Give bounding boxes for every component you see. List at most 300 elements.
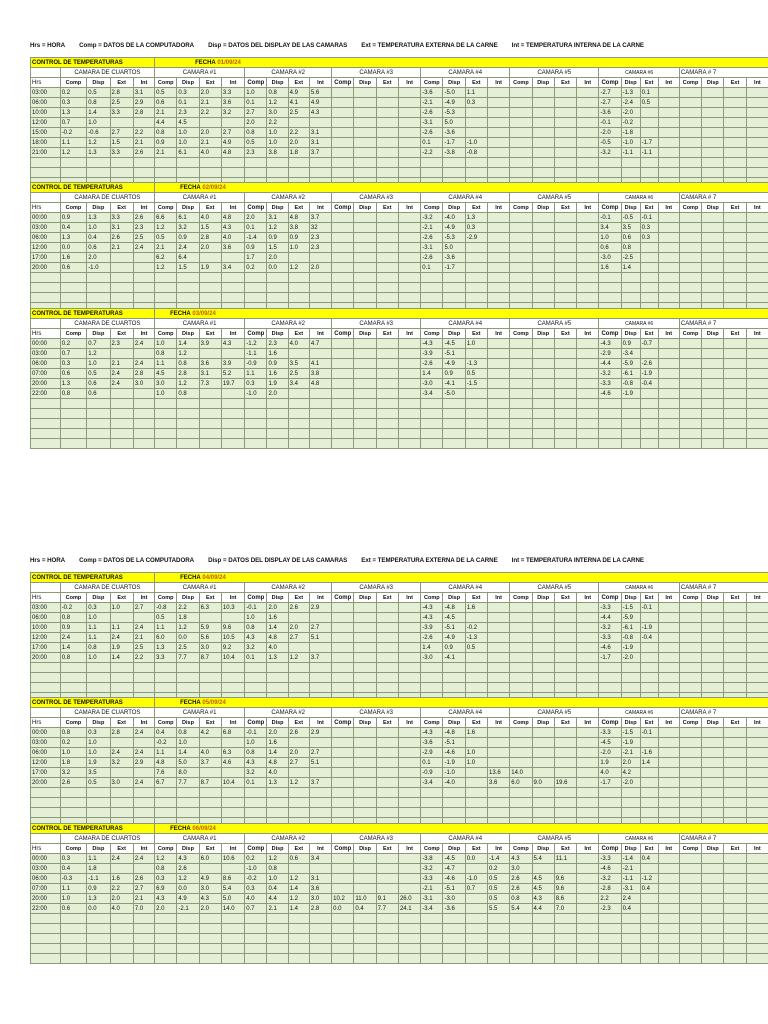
value-cell	[640, 349, 658, 359]
value-cell	[679, 283, 701, 293]
value-cell	[724, 603, 746, 613]
subheader-comp: Comp	[510, 593, 532, 603]
value-cell	[746, 653, 768, 663]
value-cell	[658, 283, 679, 293]
value-cell: 1.8	[177, 613, 199, 623]
value-cell	[110, 683, 133, 693]
value-cell: 2.4	[133, 778, 154, 788]
value-cell: 2.4	[110, 633, 133, 643]
value-cell: 1.3	[87, 148, 110, 158]
value-cell	[332, 934, 354, 944]
value-cell	[398, 253, 420, 263]
value-cell	[199, 253, 221, 263]
value-cell: 0.5	[155, 233, 177, 243]
value-cell	[488, 728, 510, 738]
table-row	[31, 874, 768, 884]
subheader-int: Int	[133, 718, 154, 728]
legend-disp: Disp = DATOS DEL DISPLAY DE LAS CAMARAS	[208, 557, 348, 564]
value-cell: 2.7	[288, 633, 309, 643]
value-cell: -3.4	[421, 389, 443, 399]
value-cell	[746, 369, 768, 379]
value-cell	[221, 409, 244, 419]
value-cell	[702, 914, 724, 924]
legend-hrs: Hrs = HORA	[30, 42, 66, 49]
value-cell	[510, 788, 532, 798]
value-cell	[332, 168, 354, 178]
value-cell	[702, 283, 724, 293]
value-cell	[199, 788, 221, 798]
value-cell	[155, 293, 177, 303]
value-cell: 2.6	[510, 884, 532, 894]
subheader-comp: Comp	[60, 78, 87, 88]
subheader-comp: Comp	[155, 203, 177, 213]
value-cell	[199, 439, 221, 449]
value-cell	[640, 158, 658, 168]
value-cell	[267, 409, 288, 419]
value-cell	[510, 243, 532, 253]
value-cell	[724, 223, 746, 233]
subheader-comp: Comp	[510, 329, 532, 339]
value-cell	[746, 273, 768, 283]
value-cell	[510, 603, 532, 613]
value-cell	[110, 788, 133, 798]
value-cell: 0.3	[87, 603, 110, 613]
value-cell	[465, 108, 487, 118]
value-cell	[577, 379, 599, 389]
value-cell	[110, 768, 133, 778]
table-title: CONTROL DE TEMPERATURAS	[31, 309, 155, 319]
value-cell	[354, 369, 376, 379]
value-cell	[443, 293, 465, 303]
camera-name: CAMARA #1	[155, 193, 245, 203]
value-cell	[376, 233, 398, 243]
value-cell	[376, 158, 398, 168]
value-cell: 1.0	[87, 118, 110, 128]
value-cell	[332, 788, 354, 798]
empty-row	[31, 924, 768, 934]
camera-name: CAMARA #2	[245, 834, 332, 844]
value-cell	[309, 788, 331, 798]
subheader-comp: Comp	[421, 203, 443, 213]
value-cell	[510, 158, 532, 168]
subheader-int: Int	[746, 593, 768, 603]
value-cell	[133, 409, 154, 419]
value-cell	[155, 273, 177, 283]
value-cell	[309, 118, 331, 128]
camera-name: CAMARA #5	[510, 708, 599, 718]
camera-name: CAMARA # 7	[679, 319, 768, 329]
value-cell	[398, 439, 420, 449]
subheader-int: Int	[221, 718, 244, 728]
hour-cell	[31, 409, 61, 419]
value-cell	[577, 603, 599, 613]
value-cell	[532, 603, 554, 613]
value-cell	[532, 339, 554, 349]
value-cell	[332, 914, 354, 924]
value-cell	[376, 253, 398, 263]
value-cell: 2.1	[155, 148, 177, 158]
fecha-label: FECHA	[180, 574, 201, 581]
value-cell: 1.0	[245, 88, 267, 98]
value-cell	[155, 399, 177, 409]
value-cell: 2.3	[110, 339, 133, 349]
camera-header-row	[31, 834, 768, 844]
value-cell	[221, 613, 244, 623]
value-cell	[724, 108, 746, 118]
table-row	[31, 643, 768, 653]
value-cell	[577, 233, 599, 243]
value-cell: -3.4	[421, 904, 443, 914]
value-cell: 2.9	[309, 603, 331, 613]
subheader-ext: Ext	[376, 329, 398, 339]
value-cell	[221, 788, 244, 798]
hour-cell: 17:00	[31, 643, 61, 653]
value-cell	[199, 954, 221, 964]
value-cell	[288, 158, 309, 168]
subheader-int: Int	[221, 203, 244, 213]
value-cell	[532, 419, 554, 429]
value-cell: -2.0	[621, 108, 640, 118]
value-cell	[465, 683, 487, 693]
value-cell	[354, 914, 376, 924]
value-cell: -1.0	[245, 389, 267, 399]
value-cell: 0.5	[640, 98, 658, 108]
value-cell: 2.0	[155, 904, 177, 914]
value-cell	[398, 243, 420, 253]
subheader-disp: Disp	[354, 203, 376, 213]
value-cell	[746, 118, 768, 128]
value-cell: 0.4	[60, 223, 87, 233]
hour-cell: 06:00	[31, 613, 61, 623]
value-cell: -4.0	[443, 778, 465, 788]
value-cell: -2.6	[421, 108, 443, 118]
value-cell: 3.5	[288, 359, 309, 369]
hour-cell: 12:00	[31, 633, 61, 643]
value-cell: -0.8	[155, 603, 177, 613]
value-cell	[221, 253, 244, 263]
value-cell	[177, 158, 199, 168]
value-cell: 1.0	[267, 874, 288, 884]
value-cell: 1.5	[177, 263, 199, 273]
value-cell	[443, 158, 465, 168]
value-cell	[658, 788, 679, 798]
value-cell: 2.8	[177, 369, 199, 379]
value-cell	[309, 954, 331, 964]
table-row	[31, 894, 768, 904]
value-cell	[510, 168, 532, 178]
value-cell	[599, 168, 621, 178]
value-cell	[621, 429, 640, 439]
value-cell: 4.6	[221, 758, 244, 768]
value-cell	[354, 683, 376, 693]
value-cell	[398, 854, 420, 864]
value-cell	[465, 768, 487, 778]
value-cell	[724, 738, 746, 748]
value-cell	[724, 758, 746, 768]
value-cell: 1.4	[421, 643, 443, 653]
value-cell	[177, 293, 199, 303]
value-cell	[577, 118, 599, 128]
value-cell: 1.0	[110, 603, 133, 613]
value-cell: 2.4	[110, 854, 133, 864]
value-cell: -6.1	[621, 623, 640, 633]
value-cell	[398, 359, 420, 369]
value-cell	[245, 283, 267, 293]
value-cell	[221, 399, 244, 409]
value-cell	[488, 118, 510, 128]
empty-row	[31, 283, 768, 293]
value-cell	[577, 748, 599, 758]
subheader-disp: Disp	[267, 718, 288, 728]
hour-cell	[31, 954, 61, 964]
value-cell	[199, 683, 221, 693]
value-cell: -3.1	[621, 884, 640, 894]
value-cell: -3.0	[421, 379, 443, 389]
value-cell	[679, 748, 701, 758]
value-cell	[87, 663, 110, 673]
hour-cell	[31, 673, 61, 683]
value-cell	[746, 233, 768, 243]
value-cell	[288, 643, 309, 653]
value-cell	[577, 158, 599, 168]
value-cell	[640, 894, 658, 904]
value-cell	[309, 349, 331, 359]
value-cell	[746, 683, 768, 693]
value-cell: 6.3	[199, 603, 221, 613]
value-cell: 1.4	[267, 623, 288, 633]
value-cell	[702, 253, 724, 263]
value-cell: -1.1	[640, 148, 658, 158]
value-cell	[421, 168, 443, 178]
value-cell: 0.9	[267, 359, 288, 369]
value-cell	[679, 263, 701, 273]
value-cell	[60, 924, 87, 934]
value-cell: -3.9	[421, 349, 443, 359]
value-cell	[621, 808, 640, 818]
value-cell	[309, 439, 331, 449]
value-cell	[724, 88, 746, 98]
value-cell	[245, 808, 267, 818]
value-cell	[376, 748, 398, 758]
value-cell	[510, 263, 532, 273]
value-cell: 1.0	[465, 748, 487, 758]
value-cell	[702, 128, 724, 138]
value-cell	[658, 748, 679, 758]
subheader-int: Int	[658, 78, 679, 88]
value-cell: 4.5	[532, 874, 554, 884]
value-cell: 0.9	[155, 138, 177, 148]
value-cell	[376, 439, 398, 449]
subheader-row	[31, 203, 768, 213]
value-cell	[577, 768, 599, 778]
subheader-int: Int	[658, 329, 679, 339]
value-cell	[679, 613, 701, 623]
value-cell	[398, 798, 420, 808]
value-cell	[510, 419, 532, 429]
value-cell: 1.6	[267, 349, 288, 359]
value-cell	[245, 954, 267, 964]
value-cell	[267, 399, 288, 409]
value-cell	[354, 758, 376, 768]
value-cell: 2.5	[133, 233, 154, 243]
value-cell	[746, 253, 768, 263]
value-cell	[398, 613, 420, 623]
value-cell: 4.9	[221, 138, 244, 148]
legend-ext: Ext = TEMPERATURA EXTERNA DE LA CARNE	[361, 42, 498, 49]
value-cell	[746, 263, 768, 273]
value-cell	[658, 884, 679, 894]
value-cell	[577, 944, 599, 954]
value-cell	[376, 768, 398, 778]
value-cell	[376, 854, 398, 864]
value-cell	[658, 934, 679, 944]
value-cell	[746, 389, 768, 399]
value-cell: 2.1	[110, 359, 133, 369]
value-cell	[746, 738, 768, 748]
table-title: CONTROL DE TEMPERATURAS	[31, 58, 155, 68]
table-row	[31, 904, 768, 914]
value-cell	[599, 419, 621, 429]
value-cell	[199, 613, 221, 623]
value-cell	[245, 399, 267, 409]
value-cell: 4.0	[288, 339, 309, 349]
subheader-disp: Disp	[354, 593, 376, 603]
value-cell	[398, 108, 420, 118]
value-cell: -0.4	[640, 633, 658, 643]
value-cell: 4.3	[510, 854, 532, 864]
value-cell	[702, 808, 724, 818]
subheader-disp: Disp	[177, 718, 199, 728]
value-cell	[658, 944, 679, 954]
value-cell: 2.1	[110, 243, 133, 253]
value-cell: 4.2	[199, 728, 221, 738]
value-cell	[554, 98, 576, 108]
value-cell: 4.3	[199, 894, 221, 904]
value-cell: 1.0	[87, 653, 110, 663]
value-cell: 2.9	[133, 98, 154, 108]
value-cell	[640, 778, 658, 788]
value-cell	[679, 653, 701, 663]
hour-cell	[31, 808, 61, 818]
value-cell	[746, 884, 768, 894]
value-cell: 0.6	[60, 263, 87, 273]
value-cell: -2.6	[421, 128, 443, 138]
value-cell	[679, 738, 701, 748]
value-cell	[465, 439, 487, 449]
value-cell	[421, 808, 443, 818]
value-cell	[640, 108, 658, 118]
value-cell	[577, 439, 599, 449]
camera-name: CAMARA DE CUARTOS	[60, 583, 154, 593]
value-cell	[421, 788, 443, 798]
value-cell	[679, 148, 701, 158]
value-cell: -3.6	[421, 88, 443, 98]
value-cell	[199, 429, 221, 439]
value-cell: 3.8	[309, 369, 331, 379]
value-cell: -2.1	[621, 864, 640, 874]
value-cell: 2.0	[245, 118, 267, 128]
value-cell	[199, 349, 221, 359]
subheader-disp: Disp	[702, 593, 724, 603]
value-cell: 1.0	[245, 613, 267, 623]
value-cell: -1.1	[87, 874, 110, 884]
value-cell	[199, 399, 221, 409]
value-cell	[155, 429, 177, 439]
empty-row	[31, 168, 768, 178]
subheader-ext: Ext	[288, 718, 309, 728]
subheader-int: Int	[746, 78, 768, 88]
value-cell	[640, 283, 658, 293]
value-cell	[267, 663, 288, 673]
subheader-comp: Comp	[332, 593, 354, 603]
value-cell	[532, 738, 554, 748]
value-cell: 0.4	[155, 728, 177, 738]
value-cell: 0.2	[60, 738, 87, 748]
value-cell	[354, 389, 376, 399]
value-cell	[599, 934, 621, 944]
subheader-int: Int	[577, 78, 599, 88]
value-cell	[177, 168, 199, 178]
value-cell	[679, 788, 701, 798]
subheader-ext: Ext	[376, 203, 398, 213]
value-cell: 2.4	[177, 243, 199, 253]
value-cell: -0.4	[640, 379, 658, 389]
value-cell	[746, 914, 768, 924]
subheader-comp: Comp	[421, 329, 443, 339]
value-cell	[510, 673, 532, 683]
value-cell: 11.0	[354, 894, 376, 904]
value-cell: 3.2	[245, 643, 267, 653]
value-cell	[746, 663, 768, 673]
value-cell: 4.0	[221, 233, 244, 243]
value-cell	[199, 389, 221, 399]
hour-cell: 20:00	[31, 263, 61, 273]
value-cell	[746, 213, 768, 223]
camera-name: CAMARA #3	[332, 583, 421, 593]
camera-name: CAMARA #6	[599, 834, 680, 844]
value-cell	[532, 768, 554, 778]
value-cell	[702, 934, 724, 944]
value-cell: -4.6	[443, 748, 465, 758]
value-cell	[488, 359, 510, 369]
subheader-ext: Ext	[465, 593, 487, 603]
value-cell: -3.3	[599, 854, 621, 864]
value-cell	[554, 118, 576, 128]
subheader-int: Int	[398, 844, 420, 854]
value-cell	[658, 683, 679, 693]
value-cell: 3.1	[309, 128, 331, 138]
value-cell	[658, 623, 679, 633]
value-cell: -4.5	[443, 339, 465, 349]
value-cell: -4.1	[443, 653, 465, 663]
value-cell: 5.6	[199, 633, 221, 643]
value-cell: 4.3	[221, 223, 244, 233]
value-cell	[658, 359, 679, 369]
value-cell	[702, 223, 724, 233]
value-cell: 3.5	[87, 768, 110, 778]
value-cell	[532, 243, 554, 253]
value-cell	[199, 283, 221, 293]
value-cell	[199, 738, 221, 748]
value-cell	[658, 409, 679, 419]
value-cell: 2.6	[60, 778, 87, 788]
value-cell	[702, 778, 724, 788]
value-cell: 0.9	[60, 213, 87, 223]
camera-name: CAMARA #4	[421, 583, 510, 593]
value-cell	[443, 399, 465, 409]
subheader-int: Int	[309, 78, 331, 88]
value-cell: -0.1	[245, 728, 267, 738]
